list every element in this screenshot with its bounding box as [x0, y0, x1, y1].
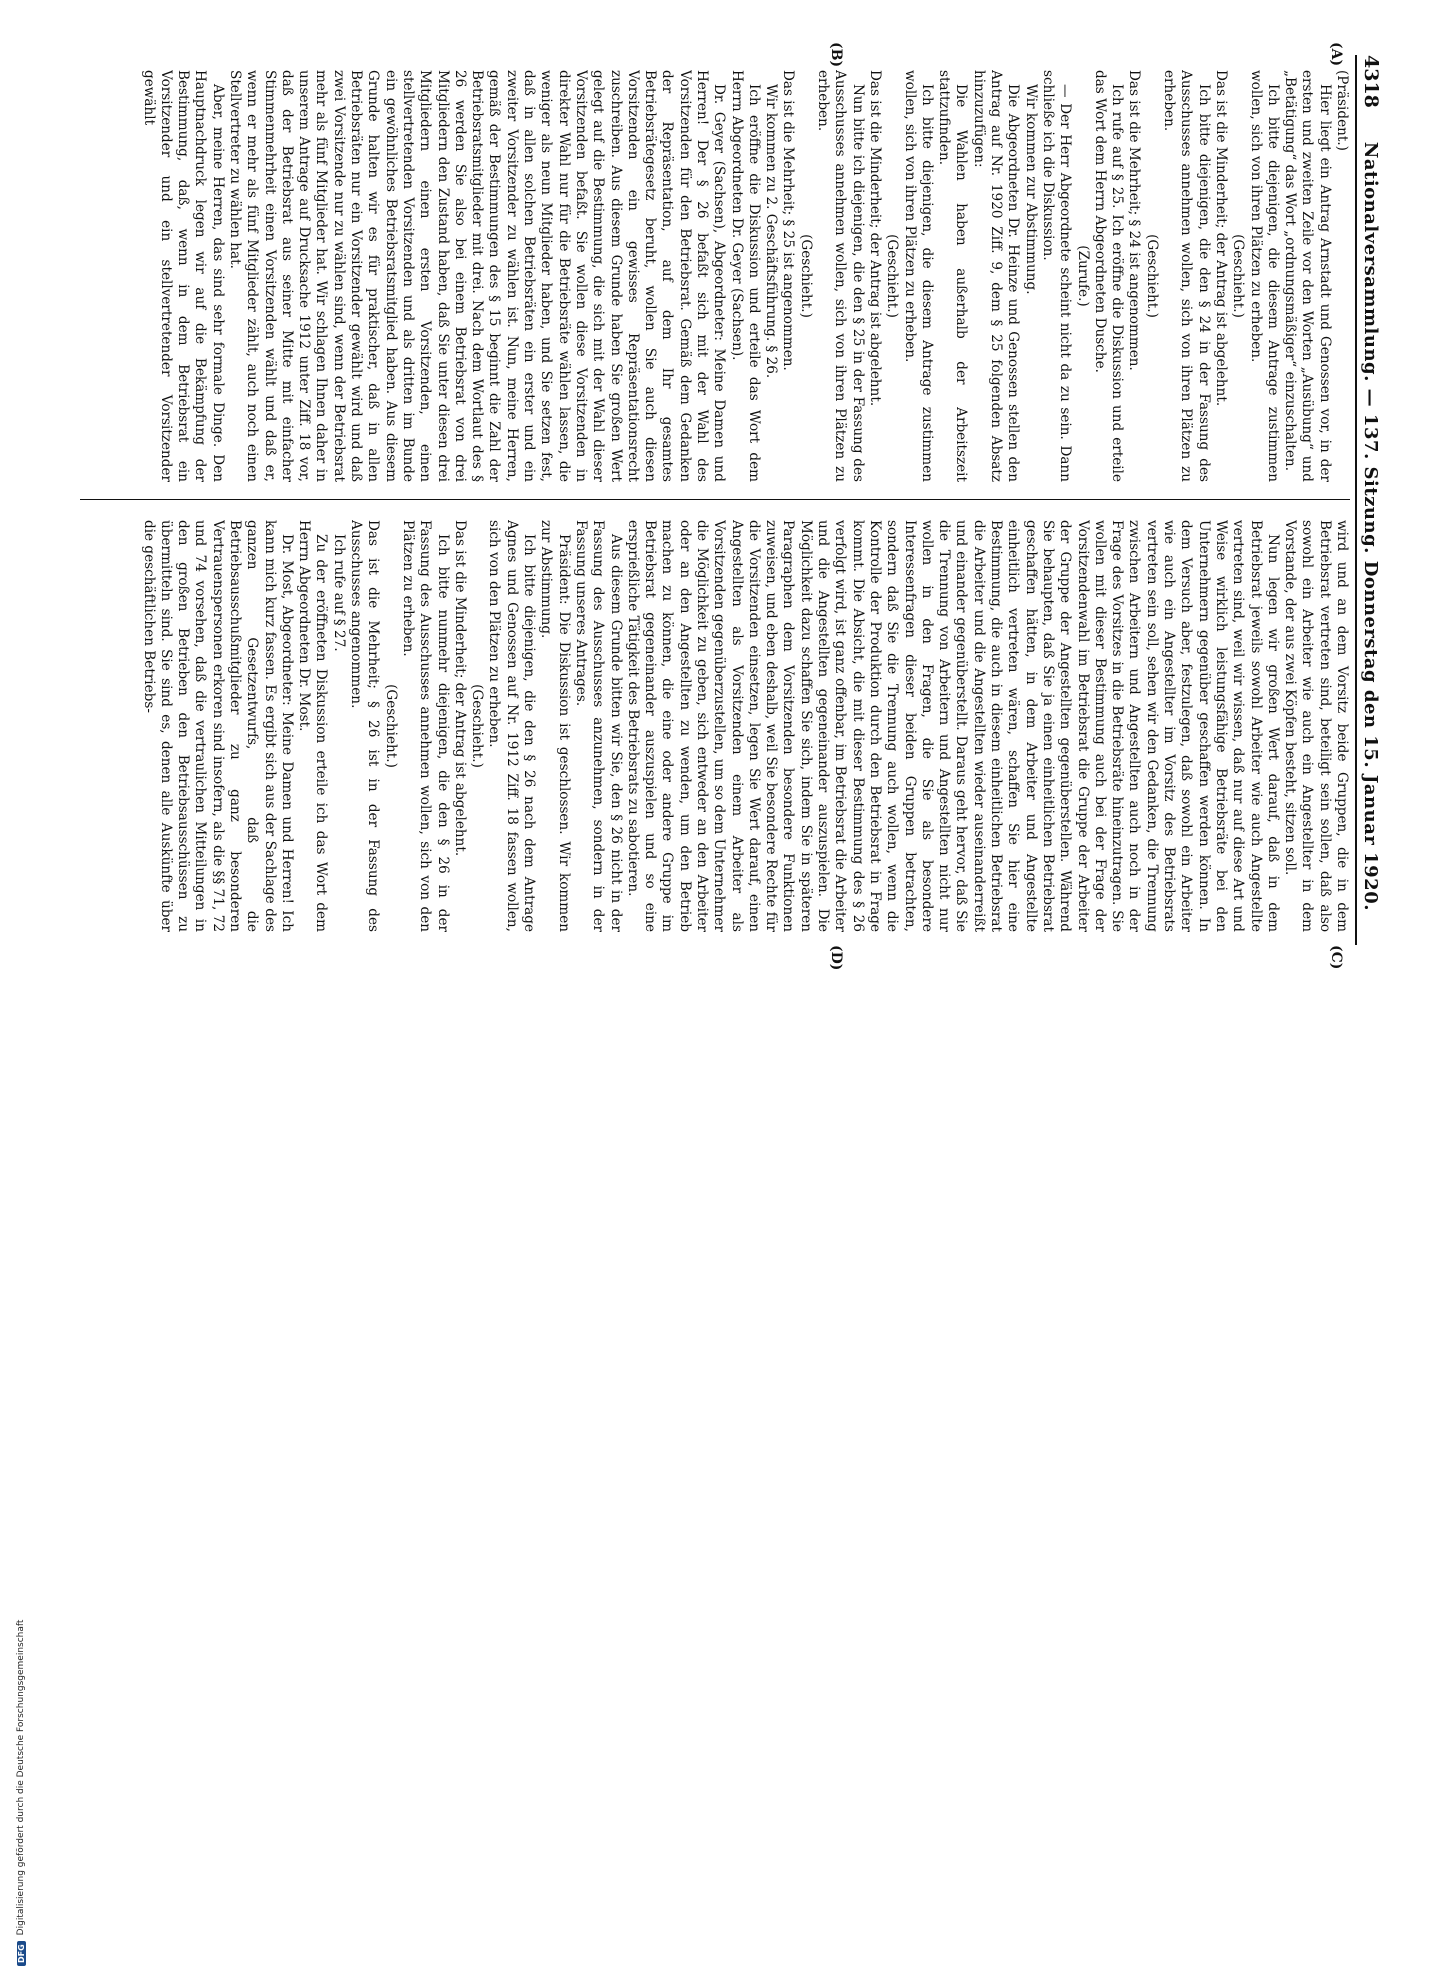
paragraph: Ich bitte diejenigen, die den § 24 in der Fassung des Ausschusses annehmen wollen, sich von ihren Plätzen zu erheben. [1161, 70, 1212, 482]
paragraph: (Geschieht.) [1143, 234, 1160, 318]
paragraph: Aus diesem Grunde bitten wir Sie, den § 26 nicht in der Fassung des Ausschusses anzunehmen, sondern in der Fassung unseres Antrages. [572, 520, 624, 932]
paragraph: Das ist die Mehrheit; § 25 ist angenommen. [780, 70, 797, 371]
paragraph: Die Wahlen haben außerhalb der Arbeitszeit stattzufinden. [936, 70, 970, 482]
paragraph: (Geschieht.) [1230, 234, 1247, 318]
paragraph: wird und an dem Vorsitz beide Gruppen, die in dem Betriebsrat vertreten sind, beteiligt sein sollen, daß also sowohl ein Arbeiter wie auch ein Angestellter in dem Vorstande, der aus zwei Köpfen besteht, sitzen soll. [1282, 520, 1350, 932]
paragraph: Wir kommen zur Abstimmung. [1022, 84, 1039, 295]
paragraph: (Geschieht.) [884, 234, 901, 318]
paragraph: Hier liegt ein Antrag Arnstadt und Genossen vor, in der ersten und zweiten Zeile vor den Worten „Ausübung“ und „Betätigung“ das Wort „ordnungsmäßiger“ einzuschalten. [1282, 70, 1333, 482]
paragraph: Wir kommen zu 2. Geschäftsführung. § 26. [763, 84, 780, 379]
page-number: 4318 [1360, 55, 1382, 108]
paragraph: Das ist die Minderheit; der Antrag ist abgelehnt. [451, 520, 468, 857]
page-header [1355, 55, 1392, 945]
paragraph: Ich rufe auf § 27. [330, 534, 347, 652]
left-text-column [70, 70, 1350, 482]
margin-mark-a: (A) [1328, 42, 1344, 67]
paragraph: Ich bitte diejenigen, die den § 26 nach dem Antrage Agnes und Genossen auf Nr. 1912 Ziff. 18 fassen wollen, sich von den Plätzen zu erheben. [486, 520, 538, 932]
right-text-column [70, 520, 1350, 932]
paragraph: Das ist die Minderheit; der Antrag ist abgelehnt. [1212, 70, 1229, 407]
paragraph: Präsident: Die Diskussion ist geschlossen. Wir kommen zur Abstimmung. [538, 520, 572, 932]
scan-footer [0, 986, 1434, 1963]
paragraph: Die Abgeordneten Dr. Heinze und Genossen stellen den Antrag auf Nr. 1920 Ziff. 9, dem § 25 folgenden Absatz hinzuzufügen: [970, 70, 1022, 482]
margin-mark-c: (C) [1328, 945, 1344, 970]
paragraph: Nun legen wir großen Wert darauf, daß in dem Betriebsrat jeweils sowohl Arbeiter wie auch Angestellte vertreten sind, weil wir wissen, daß nur auf diese Art und Weise wirklich leistungsfähige Betriebsräte bei den Unternehmern gegenüber geschaffen werden können. In dem Versuch aber, festzulegen, daß sowohl ein Arbeiter wie auch ein Angestellter im Vorsitz des Betriebsrats vertreten sein soll, sehen wir den Gedanken, die Trennung zwischen Arbeitern und Angestellten auch noch in der Frage des Vorsitzes in die Betriebsräte hineinzutragen. Sie wollen mit dieser Bestimmung auch bei der Frage der Vorsitzendenwahl im Betriebsrat die Gruppe der Arbeiter der Gruppe der Angestellten gegenüberstellen. Während Sie behaupten, daß Sie ja einen einheitlichen Betriebsrat geschaffen hätten, in dem Arbeiter und Angestellte einheitlich vertreten wären, schaffen Sie hier eine Bestimmung, die auch in diesem einheitlichen Betriebsrat die Arbeiter und die Angestellten wieder auseinanderreißt und einander gegenüberstellt. Daraus geht hervor, daß Sie die Trennung von Arbeitern und Angestellten nicht nur wollen in den Fragen, die Sie als besondere Interessenfragen dieser beiden Gruppen betrachten, sondern daß Sie die Trennung auch wollen, wenn die Kontrolle der Produktion durch den Betriebsrat in Frage kommt. Die Absicht, die mit dieser Bestimmung des § 26 verfolgt wird, ist ganz offenbar, im Betriebsrat die Arbeiter und die Angestellten gegeneinander auszuspielen. Die Möglichkeit dazu schaffen Sie sich, indem Sie in späteren Paragraphen dem Vorsitzenden besondere Funktionen zuweisen, und eben deshalb, weil Sie besondere Rechte für die Vorsitzenden einsetzen, legen Sie Wert darauf, einen Angestellten als Vorsitzenden einem Arbeiter als Vorsitzenden gegenüberzustellen, um so dem Unternehmer die Möglichkeit zu geben, sich entweder an den Arbeiter oder an den Angestellten zu wenden, um den Betrieb machen zu können, die eine oder andere Gruppe im Betriebsrat gegeneinander auszuspielen und so eine ersprießliche Tätigkeit des Betriebsrats zu sabotieren. [624, 520, 1281, 932]
margin-mark-d: (D) [828, 945, 844, 971]
paragraph: — Der Herr Abgeordnete scheint nicht da zu sein. Dann schließe ich die Diskussion. [1039, 70, 1074, 482]
paragraph: (Zurufe.) [1074, 245, 1091, 307]
digitization-credit [14, 986, 28, 1986]
credit-text: Digitalisierung gefördert durch die Deutsche Forschungsgemeinschaft [16, 1619, 26, 1936]
paragraph: (Geschieht.) [469, 684, 486, 768]
paragraph: Aber, meine Herren, das sind sehr formale Dinge. Den Hauptnachdruck legen wir auf die Bekämpfung der Bestimmung, daß, wenn in dem Betriebsrat ein Vorsitzender und ein stellvertretender Vorsitzender gewählt [140, 70, 226, 482]
paragraph: (Geschieht.) [382, 684, 399, 768]
paragraph: Ich bitte diejenigen, die diesem Antrage zustimmen wollen, sich von ihren Plätzen zu erheben. [901, 70, 935, 482]
paragraph: Dr. Most, Abgeordneter: Meine Damen und Herren! Ich kann mich kurz fassen. Es ergibt sich aus der Sachlage des ganzen Gesetzentwurfs, daß die Betriebsausschußmitglieder zu ganz besonderen Vertrauenspersonen erkoren sind insofern, als die §§ 71, 72 und 74 vorsehen, daß die vertraulichen Mitteilungen in den großen Betrieben den Betriebsausschüssen zu übermitteln sind. Sie sind es, denen alle Auskünfte über die geschäftlichen Betriebs- [140, 520, 295, 932]
paragraph: (Geschieht.) [797, 234, 814, 318]
column-divider [80, 499, 1350, 500]
paragraph: Zu der eröffneten Diskussion erteile ich das Wort dem Herrn Abgeordneten Dr. Most. [296, 520, 330, 932]
dfg-logo: DFG [17, 1941, 26, 1966]
paragraph: Das ist die Mehrheit; § 24 ist angenommen. [1126, 70, 1143, 371]
paragraph: Das ist die Mehrheit; § 26 ist in der Fassung des Ausschusses angenommen. [348, 520, 382, 932]
paragraph: Nun bitte ich diejenigen, die den § 25 in der Fassung des Ausschusses annehmen wollen, sich von ihren Plätzen zu erheben. [815, 70, 866, 482]
paragraph: Ich bitte diejenigen, die diesem Antrage zustimmen wollen, sich von ihren Plätzen zu erheben. [1247, 70, 1281, 482]
paragraph: Das ist die Minderheit; der Antrag ist abgelehnt. [866, 70, 883, 407]
paragraph: Dr. Geyer (Sachsen), Abgeordneter: Meine Damen und Herren! Der § 26 befaßt sich mit der Wahl des Vorsitzenden für den Betriebsrat. Gemäß dem Gedanken der Repräsentation, auf dem Ihr gesamtes Betriebsrätegesetz beruht, wollen Sie auch diesen Vorsitzenden ein gewisses Repräsentationsrecht zuschreiben. Aus diesem Grunde haben Sie großen Wert gelegt auf die Bestimmung, die sich mit der Wahl dieser Vorsitzenden befaßt. Sie wollen diese Vorsitzenden in direkter Wahl nur für die Betriebsräte wählen lassen, die weniger als neun Mitglieder haben, und Sie setzen fest, daß in allen solchen Betriebsräten ein erster und ein zweiter Vorsitzender zu wählen ist. Nun, meine Herren, gemäß der Bestimmungen des § 15 beginnt die Zahl der Betriebsratsmitglieder mit drei. Nach dem Wortlaut des § 26 werden Sie also bei einem Betriebsrat von drei Mitgliedern den Zustand haben, daß Sie unter diesen drei Mitgliedern einen ersten Vorsitzenden, einen stellvertretenden Vorsitzenden und als dritten im Bunde ein gewöhnliches Betriebsratsmitglied haben. Aus diesem Grunde halten wir es für praktischer, daß in allen Betriebsräten nur ein Vorsitzender gewählt wird und daß zwei Vorsitzende nur zu wählen sind, wenn der Betriebsrat mehr als fünf Mitglieder hat. Wir schlagen Ihnen daher in unserem Antrage auf Drucksache 1912 unter Ziff. 18 vor, daß der Betriebsrat aus seiner Mitte mit einfacher Stimmenmehrheit einen Vorsitzenden wählt und daß er, wenn er mehr als fünf Mitglieder zählt, auch noch einen Stellvertreter zu wählen hat. [227, 70, 728, 482]
paragraph: Ich rufe auf § 25. Ich eröffne die Diskussion und erteile das Wort dem Herrn Abgeordneten Dusche. [1091, 70, 1126, 482]
paragraph: Ich eröffne die Diskussion und erteile das Wort dem Herrn Abgeordneten Dr. Geyer (Sachsen). [728, 70, 762, 482]
margin-mark-b: (B) [828, 42, 844, 68]
paragraph: Ich bitte nunmehr diejenigen, die den § 26 in der Fassung des Ausschusses annehmen wollen, sich von den Plätzen zu erheben. [399, 520, 451, 932]
page-title: Nationalversammlung. — 137. Sitzung. Donnerstag den 15. Januar 1920. [1360, 141, 1381, 911]
paragraph: (Präsident.) [1334, 70, 1350, 151]
